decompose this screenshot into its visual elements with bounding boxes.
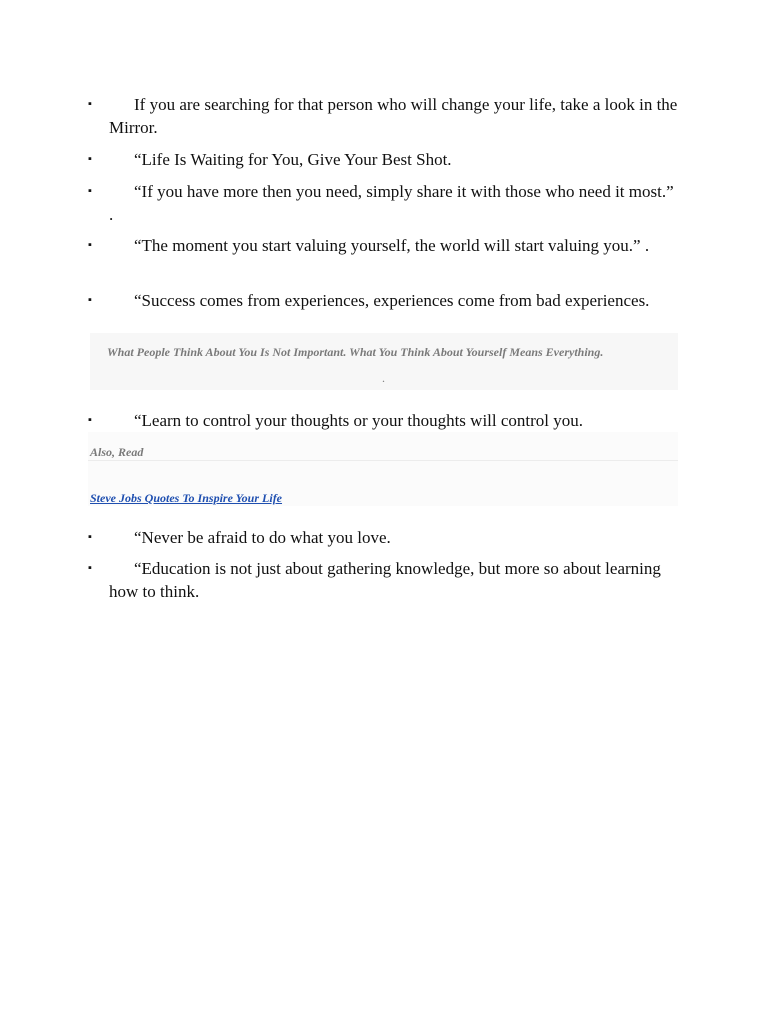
- also-read-link[interactable]: Steve Jobs Quotes To Inspire Your Life: [90, 491, 283, 505]
- bullet-text: “Success comes from experiences, experiences come from bad experiences.: [134, 291, 650, 310]
- quote-dot: .: [382, 371, 385, 385]
- quote-block: [90, 333, 678, 390]
- quote-text: What People Think About You Is Not Important. What You Think About Yourself Means Everything.: [107, 345, 604, 359]
- bullet-text: “The moment you start valuing yourself, the world will start valuing you.” .: [134, 236, 650, 255]
- bullet-item: [88, 409, 678, 432]
- bullet-item: [88, 180, 678, 226]
- bullet-item: [88, 148, 678, 171]
- bullet-square-icon: ▪: [88, 239, 92, 251]
- bullet-item: [88, 93, 678, 139]
- also-read-block: [88, 432, 678, 506]
- bullet-item: [88, 526, 678, 549]
- bullet-item: [88, 557, 678, 603]
- bullet-square-icon: ▪: [88, 98, 92, 110]
- bullet-text: “Learn to control your thoughts or your thoughts will control you.: [134, 411, 584, 430]
- divider: [88, 460, 678, 461]
- bullet-square-icon: ▪: [88, 414, 92, 426]
- bullet-item: [88, 289, 678, 312]
- bullet-text: “Never be afraid to do what you love.: [134, 528, 391, 547]
- bullet-square-icon: ▪: [88, 562, 92, 574]
- bullet-text: “If you have more then you need, simply share it with those who need it most.” .: [109, 182, 674, 224]
- bullet-square-icon: ▪: [88, 531, 92, 543]
- also-read-label: Also, Read: [90, 445, 144, 459]
- bullet-item: [88, 234, 678, 257]
- bullet-text: “Education is not just about gathering knowledge, but more so about learning how to think.: [109, 559, 661, 601]
- bullet-text: “Life Is Waiting for You, Give Your Best Shot.: [134, 150, 452, 169]
- bullet-square-icon: ▪: [88, 185, 92, 197]
- bullet-square-icon: ▪: [88, 294, 92, 306]
- bullet-text: If you are searching for that person who will change your life, take a look in the Mirror.: [109, 95, 678, 137]
- bullet-square-icon: ▪: [88, 153, 92, 165]
